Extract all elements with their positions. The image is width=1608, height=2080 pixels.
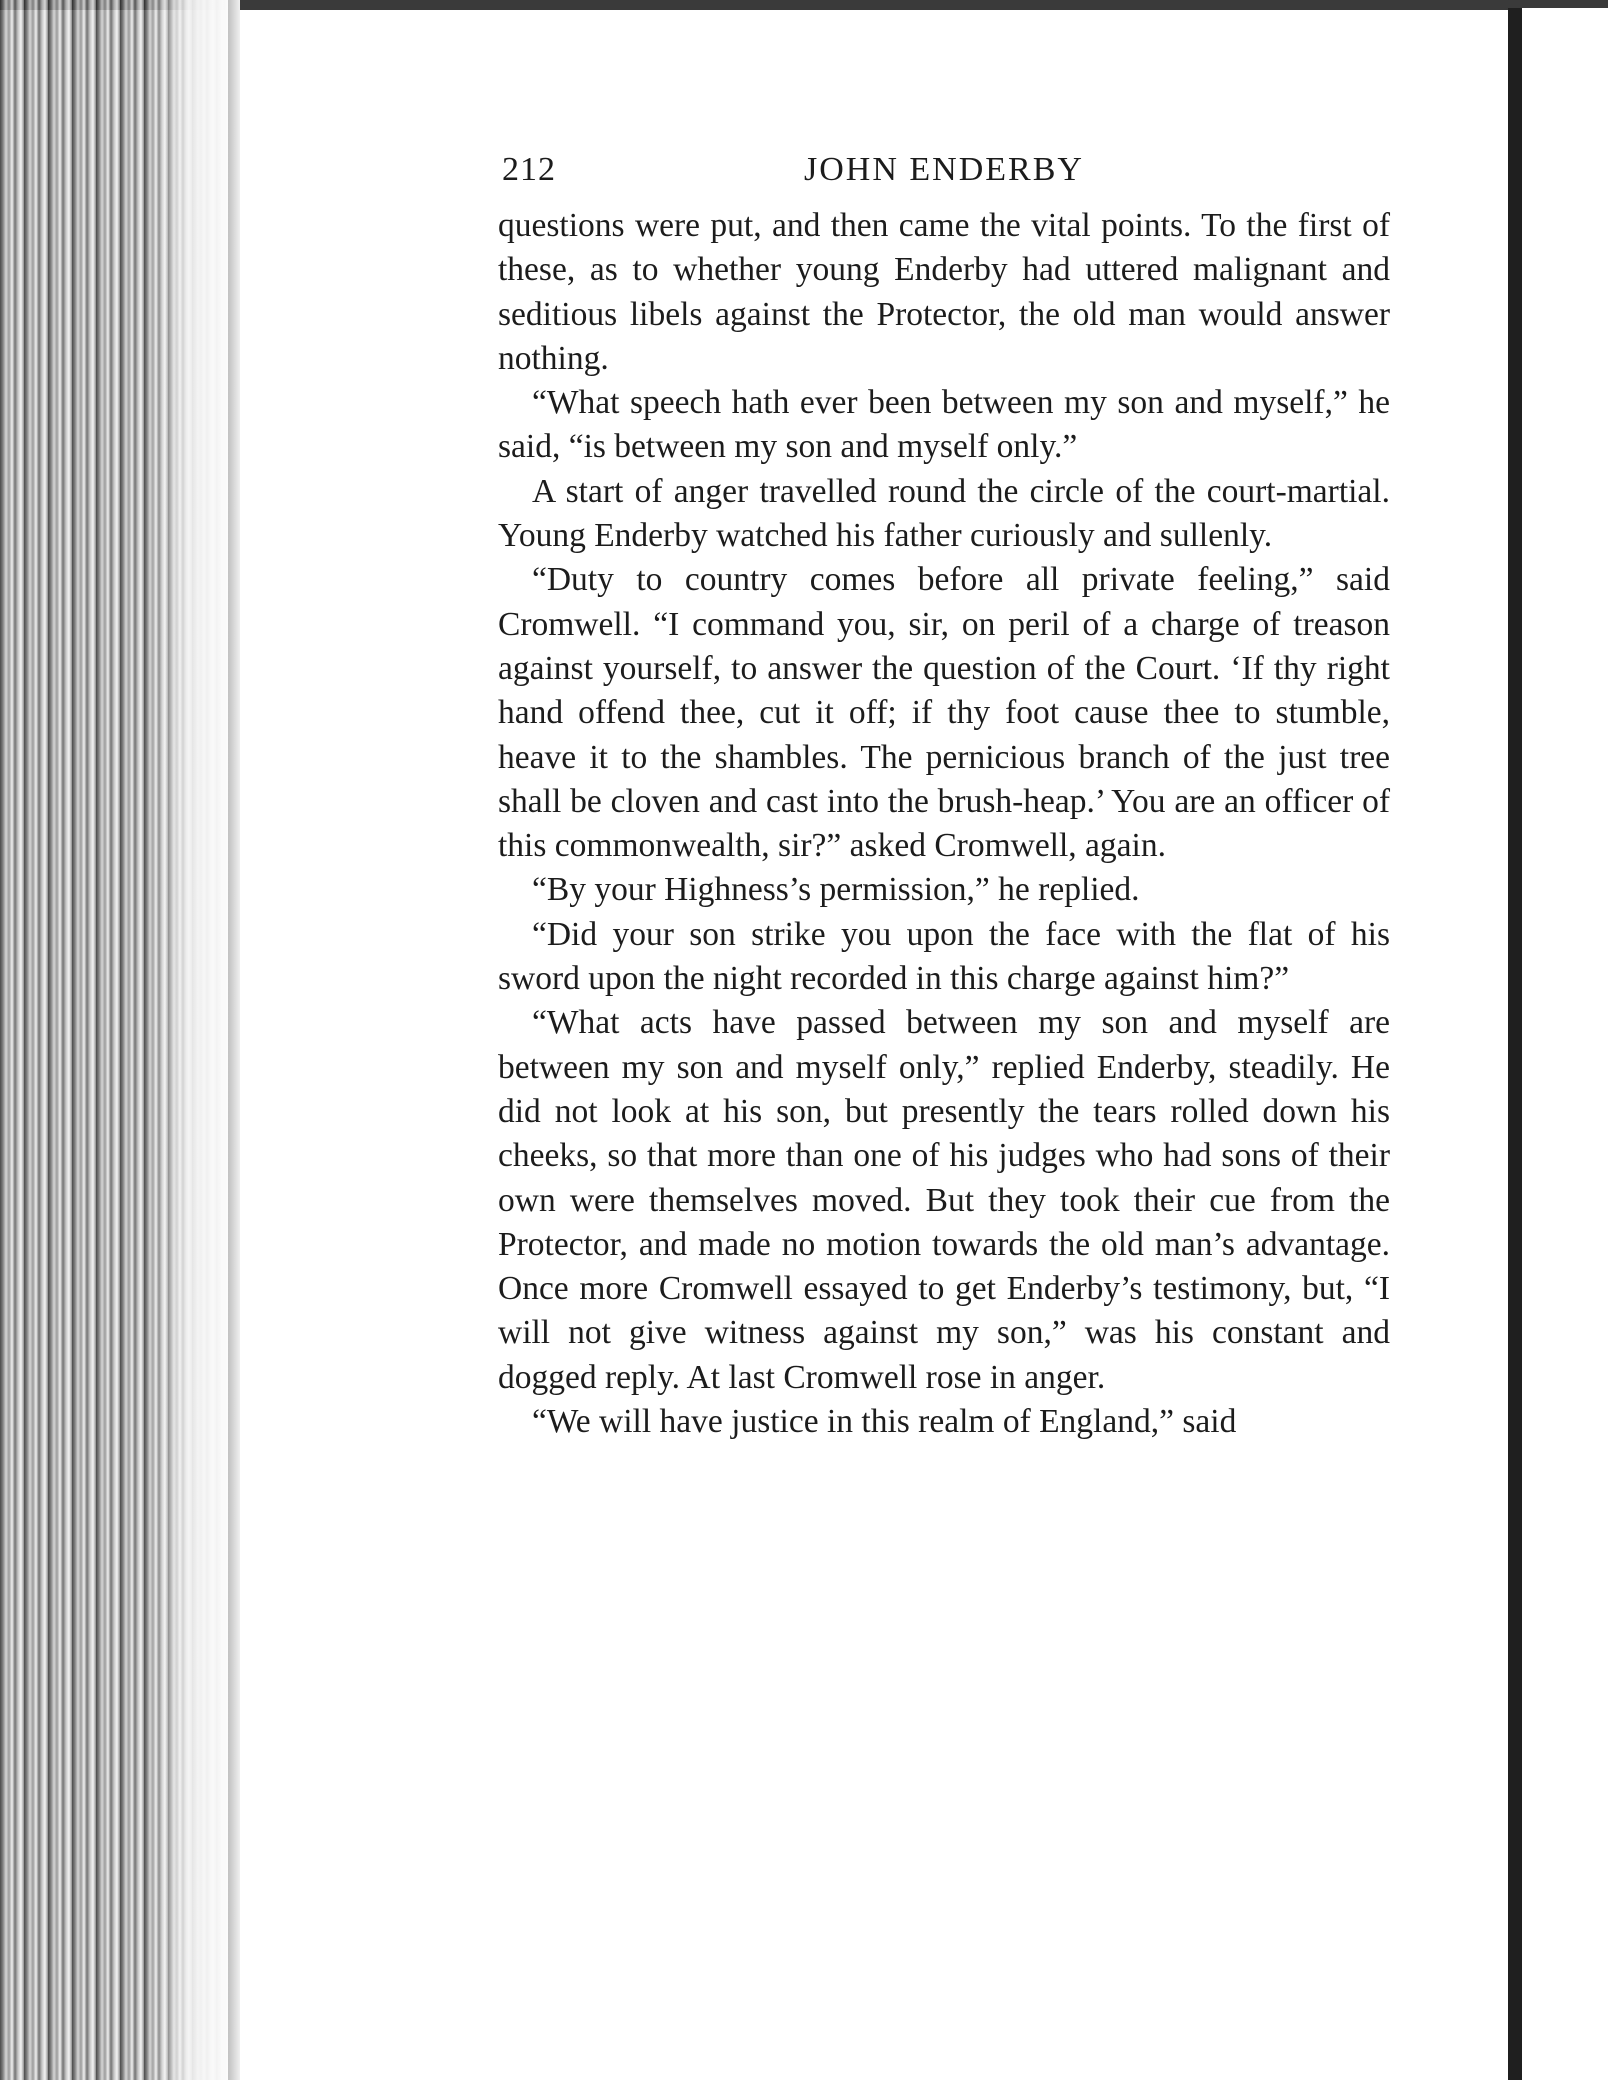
- scan-right-margin: [1522, 8, 1608, 2080]
- paragraph: “What acts have passed between my son and myself are between my son and myself only,” replied Enderby, steadily. He did not look at his son, but presently the tears rolled down his cheeks, so that more than one of his judges who had sons of their own were themselves moved. But they took their cue from the Protector, and made no motion towards the old man’s advantage. Once more Cromwell essayed to get Enderby’s testimony, but, “I will not give witness against my son,” was his constant and dogged reply. At last Cromwell rose in anger.: [498, 1004, 1390, 1396]
- paragraph: “Duty to country comes before all private feeling,” said Cromwell. “I command you, sir, on peril of a charge of treason against yourself, to answer the question of the Court. ‘If thy right hand offend thee, cut it off; if thy foot cause thee to stumble, heave it to the shambles. The pernicious branch of the just tree shall be cloven and cast into the brush-heap.’ You are an officer of this commonwealth, sir?” asked Cromwell, again.: [498, 561, 1390, 865]
- paragraph: “We will have justice in this realm of England,” said: [532, 1403, 1237, 1441]
- paragraph: “Did your son strike you upon the face with the flat of his sword upon the night recorded in this charge against him?”: [498, 915, 1390, 998]
- paragraph: “By your Highness’s permission,” he replied.: [532, 871, 1140, 909]
- page-content: [498, 148, 1390, 1444]
- scan-right-border: [1508, 8, 1522, 2080]
- paragraph: “What speech hath ever been between my son and myself,” he said, “is between my son and myself only.”: [498, 384, 1390, 466]
- running-title: JOHN ENDERBY: [804, 151, 1084, 188]
- binding-shadow: [228, 0, 240, 2080]
- body-text: [498, 204, 1390, 1444]
- paragraph: A start of anger travelled round the circle of the court-martial. Young Enderby watched his father curiously and sullenly.: [498, 472, 1390, 555]
- scan-top-border: [0, 0, 1608, 10]
- running-head: [498, 148, 1390, 192]
- page-edges-fade: [150, 0, 240, 2080]
- page-number: 212: [502, 151, 556, 188]
- paragraph: questions were put, and then came the vital points. To the first of these, as to whether young Enderby had uttered malignant and seditious libels against the Protector, the old man would answer nothing.: [498, 207, 1390, 377]
